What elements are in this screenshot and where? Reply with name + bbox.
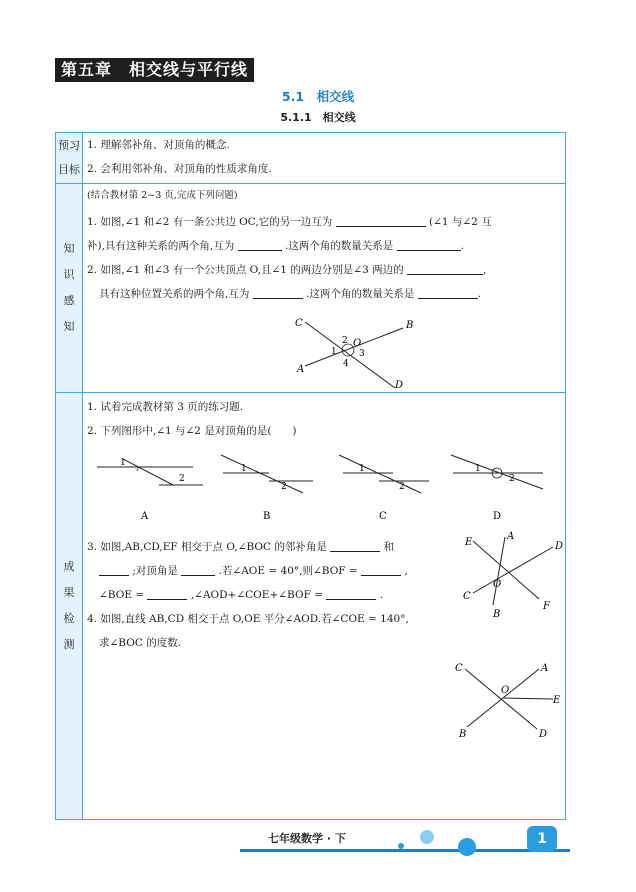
angle-2-label: 2 [342,336,348,346]
point-a-label: A [297,364,305,375]
knowledge-q1-text-a: 1. 如图,∠1 和∠2 有一条公共边 OC,它的另一边互为 [87,216,333,228]
option-c-label: C [379,511,387,522]
answer-blank[interactable] [361,561,401,576]
q4-point-e: E [553,695,561,706]
q4-point-a: A [541,663,549,674]
line-cd [305,322,395,388]
q3-point-d: D [555,541,564,552]
knowledge-note: (结合教材第 2~3 页,完成下列问题) [87,190,238,201]
check-label-2: 果 [63,586,75,599]
goals-content [83,133,566,184]
decor-bubble [420,830,434,844]
option-b-angle-1: 1 [241,464,247,474]
check-label-4: 测 [63,638,75,651]
option-a-figure [97,458,203,522]
knowledge-q1-text-c: 补),具有这种关系的两个角,互为 [87,240,235,252]
option-a-label: A [141,511,149,522]
goals-label-top: 预习 [58,139,80,152]
check-q3-line1 [87,535,394,559]
option-d-angle-1: 1 [475,464,481,474]
check-q3-text-d: .若∠AOE = 40°,则∠BOF = [218,565,358,577]
option-b-label: B [263,511,271,522]
q3-point-b: B [493,609,501,620]
q4-figure [449,659,559,739]
q4-point-d: D [539,729,548,740]
q3-point-o: O [493,579,502,590]
worksheet-table [55,132,566,820]
check-q4-line1: 4. 如图,直线 AB,CD 相交于点 O,OE 平分∠AOD.若∠COE = 140°, [87,613,409,625]
answer-blank[interactable] [238,236,282,251]
option-b-figure [221,455,313,522]
subsection-title: 5.1.1 相交线 [280,111,356,124]
q3-point-a: A [507,531,515,542]
knowledge-content [83,184,566,393]
goal-item-1: 1. 理解邻补角、对顶角的概念. [87,139,230,151]
check-content [83,393,566,820]
knowledge-label-2: 识 [63,268,75,281]
answer-blank[interactable] [330,537,380,552]
angle-4-label: 4 [343,359,349,369]
answer-blank[interactable] [99,561,129,576]
point-c-label: C [295,318,303,329]
q4-point-o: O [501,685,510,696]
answer-blank[interactable] [418,284,478,299]
knowledge-label-4: 知 [63,320,75,333]
answer-blank[interactable] [397,236,461,251]
check-label-1: 成 [63,560,75,573]
knowledge-label-3: 感 [63,294,75,307]
knowledge-label [56,184,83,393]
option-a-angle-1: 1 [120,458,126,468]
check-q3-text-g: ,∠AOD+∠COE+∠BOF = [190,589,323,601]
point-o-label: O [353,338,362,349]
knowledge-q2-text-b: 具有这种位置关系的两个角,互为 [99,288,250,300]
check-q3-text-a: 3. 如图,AB,CD,EF 相交于点 O,∠BOC 的邻补角是 [87,541,327,553]
knowledge-q2-text-a: 2. 如图,∠1 和∠3 有一个公共顶点 O,且∠1 的两边分别是∠3 两边的 [87,264,404,276]
decor-bubble [458,838,476,856]
check-q2: 2. 下列图形中,∠1 与∠2 是对顶角的是( ) [87,425,297,437]
q3-point-f: F [543,601,550,612]
check-q1: 1. 试着完成教材第 3 页的练习题. [87,401,244,413]
knowledge-q2-line2: 具有这种位置关系的两个角,互为 .这两个角的数量关系是 . [99,282,481,306]
footer-text: 七年级数学 · 下 [268,832,346,845]
goal-item-2: 2. 会利用邻补角、对顶角的性质求角度. [87,163,272,175]
option-b-angle-2: 2 [281,482,287,492]
option-d-angle-2: 2 [509,474,515,484]
option-c-angle-1: 1 [359,464,365,474]
answer-blank[interactable] [326,585,376,600]
answer-blank[interactable] [147,585,187,600]
option-d-label: D [493,511,502,522]
check-q3-text-f: ∠BOE = [99,589,145,601]
answer-blank[interactable] [181,561,215,576]
check-label [56,393,83,820]
goals-label [56,133,83,184]
angle-3-label: 3 [359,349,365,359]
knowledge-q2-line1: 2. 如图,∠1 和∠3 有一个公共顶点 O,且∠1 的两边分别是∠3 两边的 , [87,258,486,282]
point-d-label: D [395,380,404,391]
q4-point-c: C [455,663,463,674]
page-number: 1 [527,826,557,852]
answer-blank[interactable] [336,212,426,227]
knowledge-q1-line1 [87,210,492,234]
options-figures [93,447,553,527]
knowledge-q1-line2: 补),具有这种关系的两个角,互为 .这两个角的数量关系是 . [87,234,464,258]
check-q4-line2: 求∠BOC 的度数. [99,637,182,649]
chapter-title: 第五章 相交线与平行线 [55,58,254,82]
check-q3-text-b: 和 [383,541,395,553]
option-a-angle-2: 2 [179,474,185,484]
check-q3-text-h: . [379,589,384,601]
check-q3-line3 [99,583,383,607]
option-d-figure [451,455,543,522]
q3-point-c: C [463,591,471,602]
knowledge-label-1: 知 [63,242,75,255]
knowledge-q2-text-c: .这两个角的数量关系是 [306,288,415,300]
decor-bubble [398,843,404,849]
footer-divider [240,849,570,852]
check-q3-text-c: ;对顶角是 [132,565,178,577]
check-q3-text-e: , [404,565,408,577]
q3-point-e: E [465,537,473,548]
knowledge-q1-text-d: .这两个角的数量关系是 [284,240,394,252]
point-b-label: B [406,320,414,331]
knowledge-q1-text-b: (∠1 与∠2 互 [428,216,492,228]
angle-1-label: 1 [331,347,337,357]
section-title: 5.1 相交线 [281,89,355,104]
option-c-angle-2: 2 [399,482,405,492]
check-q3-line2 [99,559,408,583]
check-label-3: 检 [63,612,75,625]
goals-label-bottom: 目标 [58,163,80,176]
option-c-figure [339,455,429,522]
q4-point-b: B [459,729,467,740]
answer-blank[interactable] [407,260,483,275]
intersecting-lines-figure [263,310,413,390]
q3-figure [453,529,565,619]
answer-blank[interactable] [253,284,303,299]
